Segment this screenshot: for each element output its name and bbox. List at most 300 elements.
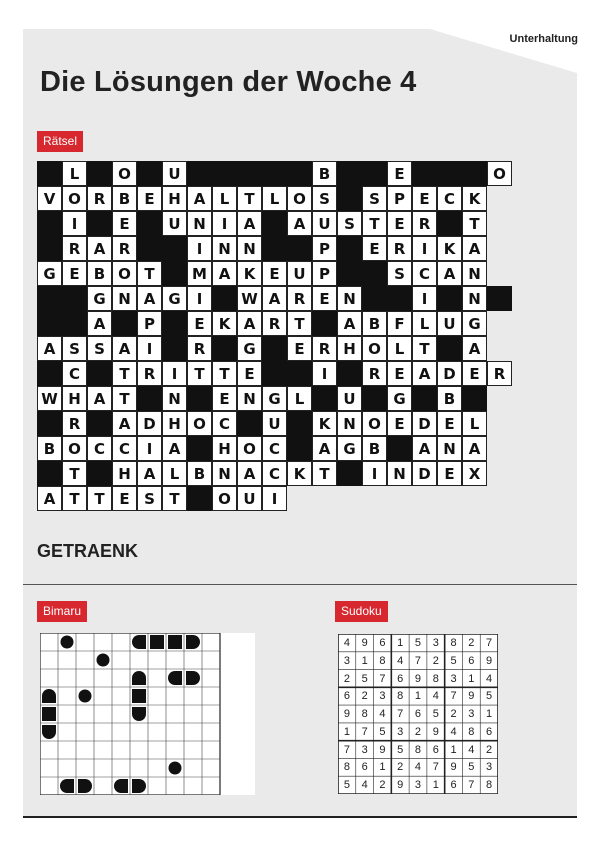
crossword-letter-cell: E (462, 361, 487, 386)
crossword-black-cell (262, 211, 287, 236)
section-label: Unterhaltung (509, 33, 578, 45)
crossword-letter-cell: R (187, 336, 212, 361)
crossword-letter-cell: I (362, 461, 387, 486)
crossword-letter-cell: N (212, 236, 237, 261)
bimaru-ship-segment (132, 689, 146, 703)
crossword-black-cell (37, 361, 62, 386)
crossword-black-cell (212, 336, 237, 361)
sudoku-cell: 8 (450, 637, 457, 649)
crossword-letter-cell: A (437, 261, 462, 286)
crossword-letter-cell: U (437, 311, 462, 336)
crossword-letter-cell: D (137, 411, 162, 436)
crossword-letter-cell: L (412, 311, 437, 336)
crossword-letter-cell: E (287, 336, 312, 361)
bimaru-ship-segment (42, 689, 56, 703)
crossword-black-cell (137, 211, 162, 236)
sudoku-cell: 3 (397, 725, 404, 738)
sudoku-cell: 4 (379, 708, 386, 721)
sudoku-cell: 2 (450, 708, 457, 721)
crossword-letter-cell: H (337, 336, 362, 361)
crossword-letter-cell: I (312, 361, 337, 386)
crossword-letter-cell: T (287, 311, 312, 336)
crossword-letter-cell: L (212, 186, 237, 211)
crossword-letter-cell: D (412, 461, 437, 486)
crossword-letter-cell: I (412, 286, 437, 311)
crossword-letter-cell: T (462, 211, 487, 236)
sudoku-cell: 6 (468, 654, 475, 667)
crossword-letter-cell: A (137, 461, 162, 486)
sudoku-cell: 1 (379, 761, 386, 774)
crossword-letter-cell: A (87, 236, 112, 261)
crossword-letter-cell: E (62, 261, 87, 286)
crossword-letter-cell: E (262, 261, 287, 286)
bimaru-ship-segment (132, 707, 146, 721)
crossword-black-cell (337, 261, 362, 286)
crossword-letter-cell: T (212, 361, 237, 386)
crossword-letter-cell: K (237, 261, 262, 286)
crossword-black-cell (212, 161, 237, 186)
sudoku-cell: 1 (432, 779, 439, 792)
crossword-letter-cell: N (212, 461, 237, 486)
crossword-letter-cell: S (137, 486, 162, 511)
crossword-letter-cell: H (162, 411, 187, 436)
sudoku-cell: 4 (432, 690, 439, 703)
crossword-letter-cell: N (237, 236, 262, 261)
crossword-letter-cell: R (87, 186, 112, 211)
crossword-letter-cell: C (412, 261, 437, 286)
crossword-letter-cell: S (362, 186, 387, 211)
sudoku-cell: 6 (397, 672, 404, 685)
crossword-black-cell (487, 286, 512, 311)
sudoku-cell: 3 (379, 690, 386, 703)
crossword-letter-cell: N (462, 286, 487, 311)
crossword-letter-cell: A (237, 461, 262, 486)
crossword-black-cell (437, 336, 462, 361)
sudoku-cell: 3 (414, 779, 422, 792)
crossword-black-cell (37, 211, 62, 236)
sudoku-cell: 9 (379, 743, 386, 756)
crossword-black-cell (412, 386, 437, 411)
crossword-letter-cell: O (187, 411, 212, 436)
bimaru-ship-segment (169, 762, 182, 775)
crossword-letter-cell: U (162, 161, 187, 186)
crossword-letter-cell: E (112, 486, 137, 511)
crossword-black-cell (262, 336, 287, 361)
crossword-letter-cell: B (87, 261, 112, 286)
crossword-black-cell (187, 486, 212, 511)
crossword-letter-cell: G (262, 386, 287, 411)
crossword-letter-cell: R (62, 236, 87, 261)
sudoku-cell: 2 (361, 690, 368, 703)
crossword-letter-cell: A (462, 236, 487, 261)
crossword-black-cell (162, 261, 187, 286)
crossword-black-cell (87, 361, 112, 386)
crossword-letter-cell: C (212, 411, 237, 436)
sudoku-cell: 5 (397, 743, 404, 756)
crossword-letter-cell: A (412, 436, 437, 461)
sudoku-cell: 1 (343, 725, 350, 738)
crossword-letter-cell: O (287, 186, 312, 211)
sudoku-cell: 1 (397, 637, 404, 649)
bimaru-tag: Bimaru (37, 601, 87, 622)
crossword-letter-cell: F (387, 311, 412, 336)
crossword-letter-cell: C (262, 436, 287, 461)
crossword-letter-cell: G (237, 336, 262, 361)
sudoku-cell: 9 (432, 725, 439, 738)
bimaru-ship-segment (97, 654, 110, 667)
crossword-black-cell (337, 186, 362, 211)
crossword-letter-cell: U (337, 386, 362, 411)
crossword-letter-cell: B (112, 186, 137, 211)
crossword-letter-cell: L (262, 186, 287, 211)
crossword-letter-cell: R (362, 361, 387, 386)
crossword-letter-cell: T (87, 486, 112, 511)
crossword-letter-cell: G (162, 286, 187, 311)
crossword-letter-cell: R (62, 411, 87, 436)
crossword-letter-cell: E (237, 361, 262, 386)
bimaru-ship-segment (186, 671, 200, 685)
crossword-letter-cell: R (287, 286, 312, 311)
crossword-letter-cell: N (337, 286, 362, 311)
sudoku-cell: 5 (432, 708, 439, 721)
sudoku-cell: 5 (414, 637, 422, 649)
crossword-black-cell (262, 161, 287, 186)
crossword-letter-cell: I (412, 236, 437, 261)
crossword-letter-cell: K (437, 236, 462, 261)
crossword-black-cell (287, 436, 312, 461)
crossword-letter-cell: N (112, 286, 137, 311)
crossword-letter-cell: G (337, 436, 362, 461)
sudoku-cell: 3 (450, 672, 457, 685)
crossword-black-cell (37, 411, 62, 436)
sudoku-cell: 3 (468, 708, 475, 721)
sudoku-cell: 3 (432, 637, 439, 649)
sudoku-cell: 6 (414, 708, 422, 721)
sudoku-grid (338, 634, 498, 794)
crossword-black-cell (87, 461, 112, 486)
sudoku-cell: 4 (397, 654, 404, 667)
sudoku-cell: 2 (397, 761, 404, 774)
crossword-letter-cell: U (262, 411, 287, 436)
crossword-black-cell (287, 361, 312, 386)
bimaru-ship-segment (168, 671, 182, 685)
sudoku-cell: 4 (486, 672, 493, 685)
crossword-letter-cell: H (162, 186, 187, 211)
crossword-letter-cell: X (462, 461, 487, 486)
crossword-letter-cell: U (287, 261, 312, 286)
sudoku-cell: 6 (361, 761, 368, 774)
crossword-letter-cell: P (312, 236, 337, 261)
crossword-letter-cell: L (162, 461, 187, 486)
sudoku-cell: 1 (414, 690, 422, 703)
crossword-black-cell (62, 311, 87, 336)
sudoku-cell: 9 (468, 690, 475, 703)
crossword-letter-cell: N (437, 436, 462, 461)
sudoku-cell: 5 (343, 779, 350, 792)
sudoku-cell: 9 (361, 637, 368, 649)
crossword-letter-cell: O (112, 261, 137, 286)
crossword-black-cell (337, 161, 362, 186)
crossword-letter-cell: T (162, 486, 187, 511)
crossword-letter-cell: A (37, 336, 62, 361)
sudoku-cell: 8 (397, 690, 404, 703)
crossword-letter-cell: T (62, 461, 87, 486)
crossword-letter-cell: R (487, 361, 512, 386)
crossword-black-cell (337, 361, 362, 386)
crossword-black-cell (237, 161, 262, 186)
crossword-letter-cell: U (162, 211, 187, 236)
crossword-black-cell (262, 236, 287, 261)
crossword-letter-cell: U (312, 211, 337, 236)
crossword-letter-cell: I (212, 211, 237, 236)
crossword-letter-cell: K (287, 461, 312, 486)
crossword-black-cell (87, 411, 112, 436)
crossword-black-cell (312, 311, 337, 336)
crossword-black-cell (362, 386, 387, 411)
sudoku-cell: 7 (486, 637, 493, 649)
sudoku-cell: 4 (468, 743, 475, 756)
crossword-black-cell (162, 336, 187, 361)
crossword-letter-cell: T (112, 361, 137, 386)
sudoku-cell: 9 (414, 672, 422, 685)
crossword-letter-cell: I (162, 361, 187, 386)
sudoku-cell: 7 (468, 779, 475, 792)
crossword-letter-cell: I (137, 336, 162, 361)
sudoku-cell: 7 (379, 672, 386, 685)
crossword-letter-cell: G (387, 386, 412, 411)
crossword-black-cell (362, 286, 387, 311)
crossword-black-cell (287, 236, 312, 261)
sudoku-cell: 3 (343, 654, 350, 667)
crossword-letter-cell: T (412, 336, 437, 361)
crossword-letter-cell: G (462, 311, 487, 336)
sudoku-cell: 6 (432, 743, 439, 756)
crossword-letter-cell: O (212, 486, 237, 511)
bimaru-ship-segment (42, 707, 56, 721)
crossword-letter-cell: I (262, 486, 287, 511)
crossword-black-cell (387, 286, 412, 311)
bimaru-ship-segment (61, 636, 74, 649)
bimaru-ship-segment (79, 690, 92, 703)
crossword-letter-cell: A (462, 336, 487, 361)
crossword-letter-cell: E (437, 461, 462, 486)
bimaru-ship-segment (42, 725, 56, 739)
crossword-black-cell (462, 161, 487, 186)
sudoku-cell: 5 (379, 725, 386, 738)
bimaru-board (40, 633, 255, 795)
crossword-letter-cell: A (187, 186, 212, 211)
sudoku-cell: 2 (414, 725, 422, 738)
crossword-black-cell (137, 236, 162, 261)
crossword-letter-cell: N (337, 411, 362, 436)
crossword-letter-cell: L (387, 336, 412, 361)
sudoku-tag: Sudoku (335, 601, 388, 622)
crossword-letter-cell: R (262, 311, 287, 336)
crossword-letter-cell: B (362, 311, 387, 336)
crossword-letter-cell: O (237, 436, 262, 461)
crossword-letter-cell: V (37, 186, 62, 211)
crossword-letter-cell: C (62, 361, 87, 386)
sudoku-cell: 7 (361, 725, 368, 738)
crossword-black-cell (187, 161, 212, 186)
crossword-letter-cell: K (462, 186, 487, 211)
crossword-letter-cell: O (62, 186, 87, 211)
sudoku-cell: 8 (414, 743, 422, 756)
crossword-letter-cell: A (262, 286, 287, 311)
crossword-letter-cell: A (212, 261, 237, 286)
crossword-letter-cell: C (262, 461, 287, 486)
crossword-letter-cell: E (362, 236, 387, 261)
crossword-letter-cell: E (187, 311, 212, 336)
crossword-letter-cell: M (187, 261, 212, 286)
crossword-letter-cell: L (62, 161, 87, 186)
page-title: Die Lösungen der Woche 4 (40, 66, 417, 98)
crossword-letter-cell: L (462, 411, 487, 436)
sudoku-cell: 6 (450, 779, 457, 792)
sudoku-cell: 9 (343, 708, 350, 721)
sudoku-cell: 6 (379, 637, 386, 649)
bimaru-ship-segment (150, 635, 164, 649)
sudoku-cell: 1 (361, 654, 368, 667)
crossword-letter-cell: N (237, 386, 262, 411)
crossword-letter-cell: A (337, 311, 362, 336)
crossword-black-cell (412, 161, 437, 186)
crossword-letter-cell: H (112, 461, 137, 486)
crossword-letter-cell: G (87, 286, 112, 311)
sudoku-cell: 2 (343, 672, 350, 685)
crossword-black-cell (437, 286, 462, 311)
crossword-letter-cell: A (37, 486, 62, 511)
crossword-letter-cell: A (462, 436, 487, 461)
crossword-black-cell (137, 386, 162, 411)
crossword-letter-cell: T (137, 261, 162, 286)
crossword-letter-cell: E (387, 361, 412, 386)
crossword-letter-cell: A (237, 211, 262, 236)
crossword-letter-cell: A (237, 311, 262, 336)
crossword-letter-cell: P (387, 186, 412, 211)
crossword-letter-cell: O (487, 161, 512, 186)
crossword-letter-cell: E (312, 286, 337, 311)
crossword-letter-cell: S (62, 336, 87, 361)
solution-word: GETRAENK (37, 541, 139, 561)
crossword-letter-cell: O (112, 161, 137, 186)
crossword-black-cell (37, 161, 62, 186)
crossword-letter-cell: S (387, 261, 412, 286)
sudoku-cell: 7 (343, 743, 350, 756)
sudoku-cell: 8 (379, 654, 386, 667)
crossword-black-cell (87, 161, 112, 186)
crossword-letter-cell: E (137, 186, 162, 211)
sudoku-cell: 8 (343, 761, 350, 774)
crossword-letter-cell: C (112, 436, 137, 461)
sudoku-cell: 8 (432, 672, 439, 685)
crossword-letter-cell: B (312, 161, 337, 186)
sudoku-cell: 1 (450, 743, 457, 756)
crossword-letter-cell: B (187, 461, 212, 486)
crossword-black-cell (287, 411, 312, 436)
sudoku-cell: 4 (361, 779, 368, 792)
sudoku-cell: 2 (486, 743, 493, 756)
bimaru-ship-segment (114, 779, 128, 793)
crossword-black-cell (187, 436, 212, 461)
sudoku-cell: 4 (343, 637, 350, 649)
crossword-letter-cell: I (62, 211, 87, 236)
crossword-letter-cell: N (387, 461, 412, 486)
sudoku-cell: 5 (486, 690, 493, 703)
sudoku-cell: 7 (450, 690, 457, 703)
sudoku-cell: 4 (414, 761, 422, 774)
sudoku-cell: 9 (397, 779, 404, 792)
bimaru-ship-segment (78, 779, 92, 793)
crossword-letter-cell: D (412, 411, 437, 436)
sudoku-cell: 4 (450, 725, 457, 738)
bimaru-ship-segment (132, 671, 146, 685)
crossword-letter-cell: T (112, 386, 137, 411)
sudoku-cell: 9 (486, 654, 493, 667)
crossword-letter-cell: C (87, 436, 112, 461)
crossword-letter-cell: R (412, 211, 437, 236)
crossword-black-cell (112, 311, 137, 336)
sudoku-cell: 3 (361, 743, 368, 756)
crossword-black-cell (362, 261, 387, 286)
sudoku-cell: 7 (432, 761, 439, 774)
bimaru-ship-segment (132, 635, 146, 649)
crossword-black-cell (287, 161, 312, 186)
crossword-letter-cell: E (112, 211, 137, 236)
crossword-letter-cell: G (37, 261, 62, 286)
crossword-letter-cell: B (37, 436, 62, 461)
crossword-letter-cell: O (362, 336, 387, 361)
crossword-letter-cell: A (87, 311, 112, 336)
sudoku-cell: 1 (486, 708, 493, 721)
crossword-letter-cell: L (287, 386, 312, 411)
bimaru-ship-segment (132, 779, 146, 793)
crossword-letter-cell: D (437, 361, 462, 386)
crossword-letter-cell: H (62, 386, 87, 411)
sudoku-cell: 7 (414, 654, 422, 667)
crossword-black-cell (162, 236, 187, 261)
crossword-letter-cell: T (187, 361, 212, 386)
crossword-letter-cell: A (312, 436, 337, 461)
crossword-black-cell (187, 386, 212, 411)
bimaru-ship-segment (186, 635, 200, 649)
crossword-black-cell (37, 311, 62, 336)
sudoku-cell: 8 (361, 708, 368, 721)
crossword-letter-cell: A (412, 361, 437, 386)
crossword-letter-cell: T (237, 186, 262, 211)
crossword-black-cell (37, 461, 62, 486)
crossword-black-cell (237, 411, 262, 436)
crossword-letter-cell: K (212, 311, 237, 336)
crossword-letter-cell: E (437, 411, 462, 436)
crossword-black-cell (362, 161, 387, 186)
crossword-letter-cell: T (62, 486, 87, 511)
crossword-letter-cell: A (112, 411, 137, 436)
sudoku-cell: 6 (343, 690, 350, 703)
sudoku-cell: 1 (468, 672, 475, 685)
sudoku-cell: 3 (486, 761, 493, 774)
section-divider (23, 584, 577, 585)
crossword-letter-cell: T (362, 211, 387, 236)
crossword-black-cell (437, 211, 462, 236)
crossword-letter-cell: W (37, 386, 62, 411)
crossword-black-cell (87, 211, 112, 236)
crossword-letter-cell: E (212, 386, 237, 411)
bottom-rule (23, 816, 577, 818)
sudoku-cell: 8 (468, 725, 475, 738)
crossword-letter-cell: R (312, 336, 337, 361)
crossword-black-cell (462, 386, 487, 411)
